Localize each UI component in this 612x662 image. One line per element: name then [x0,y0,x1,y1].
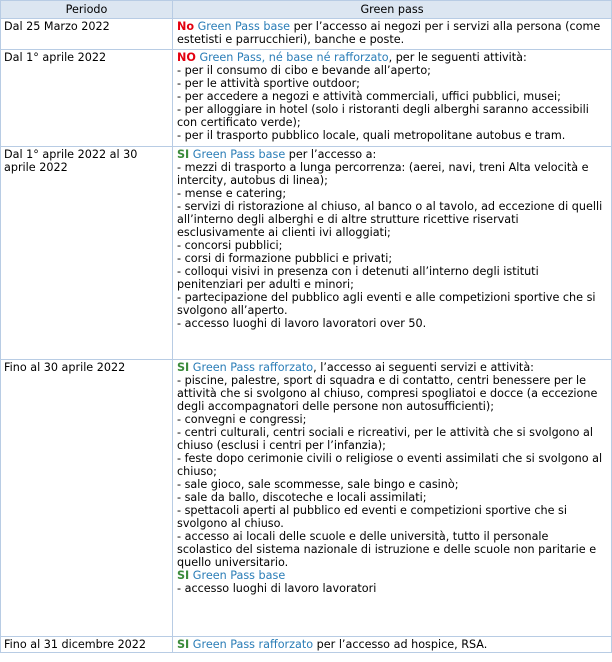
pass-type: Green Pass base [197,20,291,33]
status-word: SI [177,148,190,161]
table-row [1,637,612,653]
period-cell: Fino al 30 aprile 2022 [1,360,173,637]
list-item: - spettacoli aperti al pubblico ed eventi e competizioni sportive che si svolgono al chiuso. [177,504,567,530]
list-item: - per alloggiare in hotel (solo i ristoranti degli alberghi saranno accessibili con certificato verde); [177,103,589,129]
list-item: - centri culturali, centri sociali e ricreativi, per le attività che si svolgono al chiuso (esclusi i centri per l’infanzia); [177,426,593,452]
table-row [1,50,612,147]
rule-text: per l’accesso a: [285,148,377,161]
period-cell: Dal 25 Marzo 2022 [1,19,173,50]
list-item: - mense e catering; [177,187,287,200]
list-item: - accesso ai locali delle scuole e delle università, tutto il personale scolastico del sistema nazionale di istruzione e delle scuole non paritarie e quello universitario. [177,530,597,569]
list-item: - sale gioco, sale scommesse, sale bingo e casinò; [177,478,459,491]
table-row [1,360,612,637]
list-item: - partecipazione del pubblico agli eventi e alle competizioni sportive che si svolgono all’aperto. [177,291,596,317]
list-item: - per le attività sportive outdoor; [177,77,360,90]
status-word: SI [177,569,190,582]
list-item: - piscine, palestre, sport di squadra e di contatto, centri benessere per le attività che si svolgono al chiuso, compresi spogliatoi e docce (a eccezione degli accompagnatori delle persone non autosufficienti); [177,374,598,413]
rule-cell [173,637,612,653]
rule-cell [173,50,612,147]
rule-text: , l’accesso ai seguenti servizi e attività: [313,361,534,374]
status-word: SI [177,638,190,651]
list-item: - accesso luoghi di lavoro lavoratori over 50. [177,317,427,330]
list-item: - convegni e congressi; [177,413,307,426]
pass-type: Green Pass rafforzato [192,361,314,374]
period-cell: Dal 1° aprile 2022 al 30 aprile 2022 [1,147,173,360]
rule-text: per l’accesso ai negozi per i servizi alla persona (come estetisti e parrucchieri), banche e poste. [177,20,601,46]
pass-type: Green Pass rafforzato [192,638,314,651]
list-item: - sale da ballo, discoteche e locali assimilati; [177,491,427,504]
list-item: - corsi di formazione pubblici e privati; [177,252,393,265]
status-word: SI [177,361,190,374]
pass-type: Green Pass, né base né rafforzato [199,51,389,64]
period-cell: Fino al 31 dicembre 2022 [1,637,173,653]
rule-cell [173,360,612,637]
status-word: No [177,20,195,33]
header-periodo: Periodo [1,1,173,19]
list-item: - per il trasporto pubblico locale, quali metropolitane autobus e tram. [177,129,566,142]
list-item: - colloqui visivi in presenza con i detenuti all’interno degli istituti penitenziari per adulti e minori; [177,265,539,291]
table-header-row [1,1,612,19]
list-item: - servizi di ristorazione al chiuso, al banco o al tavolo, ad eccezione di quelli all’interno degli alberghi e di altre strutture ricettive riservati esclusivamente ai clienti ivi alloggiati; [177,200,603,239]
rule-text: per l’accesso ad hospice, RSA. [313,638,488,651]
table-row [1,147,612,360]
status-word: NO [177,51,196,64]
list-item: - per accedere a negozi e attività commerciali, uffici pubblici, musei; [177,90,561,103]
list-item: - accesso luoghi di lavoro lavoratori [177,582,377,595]
list-item: - feste dopo cerimonie civili o religiose o eventi assimilati che si svolgono al chiuso; [177,452,603,478]
list-item: - per il consumo di cibo e bevande all’aperto; [177,64,431,77]
rule-cell [173,19,612,50]
pass-type: Green Pass base [192,148,286,161]
list-item: - concorsi pubblici; [177,239,283,252]
rule-cell [173,147,612,360]
header-green-pass: Green pass [173,1,612,19]
list-item: - mezzi di trasporto a lunga percorrenza: (aerei, navi, treni Alta velocità e intercity, autobus di linea); [177,161,589,187]
period-cell: Dal 1° aprile 2022 [1,50,173,147]
rule-text: , per le seguenti attività: [388,51,527,64]
table-row [1,19,612,50]
pass-type: Green Pass base [192,569,286,582]
